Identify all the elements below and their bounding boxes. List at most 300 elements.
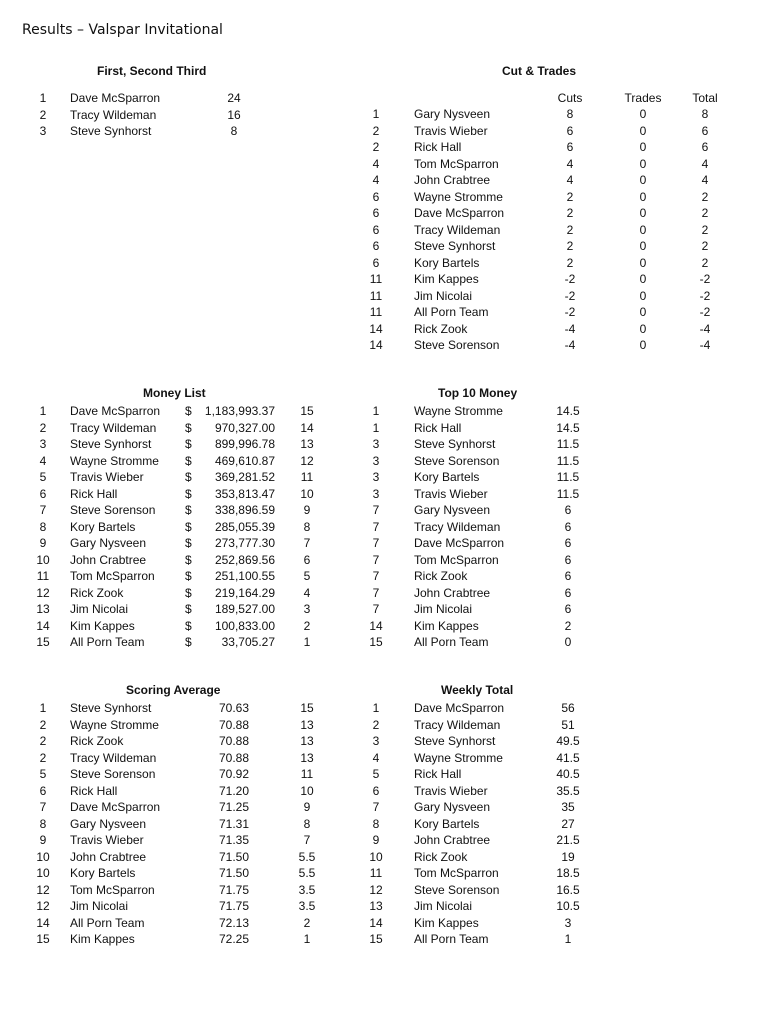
amount-cell: 353,813.47 [214,486,275,501]
rank-cell: 6 [372,189,380,204]
rank-cell: 3 [372,470,380,484]
points-cell: 14.5 [556,404,580,418]
player-name-cell: Rick Hall [70,486,118,501]
table-row [28,931,348,948]
player-name-cell: Jim Nicolai [414,602,473,616]
player-name-cell: Steve Synhorst [414,437,496,451]
total-cell: 10.5 [556,899,580,913]
section-title: Top 10 Money [438,386,518,400]
player-name-cell: Dave McSparron [70,91,161,105]
rank-cell: 13 [36,602,50,616]
rank-cell: 5 [372,767,380,781]
points-cell: 11.5 [556,470,580,484]
player-name-cell: Steve Sorenson [414,882,500,897]
points-cell: 6 [564,519,572,534]
cuts-cell: -4 [564,338,576,352]
amount-cell: 273,777.30 [214,536,275,550]
points-cell: 15 [300,701,314,715]
player-name-cell: Jim Nicolai [414,899,473,913]
rank-cell: 11 [369,866,383,880]
rank-cell: 4 [372,173,380,187]
player-name-cell: Gary Nysveen [414,107,491,121]
rank-cell: 12 [36,882,50,897]
table-row [360,189,740,206]
rank-cell: 7 [372,800,380,814]
rank-cell: 1 [39,91,47,105]
points-cell: 13 [300,717,314,732]
player-name-cell: Jim Nicolai [70,899,129,913]
player-name-cell: John Crabtree [414,173,491,187]
amount-cell: 369,281.52 [214,470,275,484]
total-cell: 51 [561,717,575,732]
table-row [28,799,348,816]
trades-cell: 0 [639,272,647,286]
player-name-cell: Tracy Wildeman [70,750,157,765]
total-cell: 2 [701,222,709,237]
rank-cell: 3 [372,486,380,501]
rank-cell: 6 [372,239,380,253]
table-row [28,403,348,420]
player-name-cell: Kory Bartels [414,255,480,270]
rank-cell: 3 [372,453,380,468]
rank-cell: 15 [369,635,383,649]
rank-cell: 7 [372,536,380,550]
rank-cell: 2 [39,734,47,748]
table-row [360,849,740,866]
rank-cell: 4 [372,750,380,765]
rank-cell: 14 [369,321,383,336]
average-cell: 71.31 [218,816,250,831]
trades-cell: 0 [639,107,647,121]
player-name-cell: All Porn Team [70,915,145,930]
table-row [28,700,348,717]
rank-cell: 6 [372,255,380,270]
amount-cell: 100,833.00 [214,618,275,633]
cuts-cell: 6 [566,123,574,138]
table-row [360,255,740,272]
table-row [28,915,348,932]
points-cell: 0 [564,635,572,649]
points-cell: 2 [303,915,311,930]
player-name-cell: Dave McSparron [70,404,161,418]
player-name-cell: Rick Zook [414,569,468,583]
points-cell: 13 [300,437,314,451]
column-header-trades: Trades [624,91,662,105]
average-cell: 70.88 [218,717,250,732]
total-cell: 21.5 [556,833,580,847]
table-row [360,832,740,849]
player-name-cell: Steve Sorenson [414,453,500,468]
table-row [28,552,348,569]
table-row [360,106,740,123]
points-cell: 10 [300,783,314,798]
rank-cell: 8 [372,816,380,831]
rank-cell: 13 [369,899,383,913]
player-name-cell: Steve Sorenson [70,767,156,781]
player-name-cell: All Porn Team [414,635,489,649]
money-list-section [28,386,348,656]
table-row [360,865,740,882]
player-name-cell: Tom McSparron [414,866,499,880]
table-row [360,123,740,140]
points-cell: 9 [303,503,311,517]
rank-cell: 1 [372,701,380,715]
rank-cell: 2 [372,123,380,138]
rank-cell: 6 [39,486,47,501]
total-cell: 1 [564,932,572,946]
points-cell: 5.5 [298,849,316,864]
average-cell: 71.35 [218,833,250,847]
rank-cell: 14 [369,338,383,352]
cut-trades-header [360,90,740,107]
table-row [360,238,740,255]
table-row [360,420,740,437]
amount-cell: 899,996.78 [214,437,275,451]
rank-cell: 9 [39,833,47,847]
currency-cell: $ [185,519,192,534]
rank-cell: 3 [372,437,380,451]
table-row [28,502,348,519]
player-name-cell: Rick Hall [70,783,118,798]
table-row [360,222,740,239]
rank-cell: 2 [39,750,47,765]
player-name-cell: Tracy Wildeman [414,717,501,732]
cuts-cell: 4 [566,173,574,187]
points-cell: 6 [564,552,572,567]
table-row [28,882,348,899]
total-cell: 2 [701,239,709,253]
average-cell: 70.92 [218,767,250,781]
table-row [360,205,740,222]
player-name-cell: Steve Sorenson [414,338,500,352]
total-cell: 27 [561,816,575,831]
table-row [28,568,348,585]
player-name-cell: Kim Kappes [414,618,479,633]
table-row [360,634,740,651]
points-cell: 11 [300,470,314,484]
table-row [28,634,348,651]
rank-cell: 9 [39,536,47,550]
total-cell: 35 [561,800,575,814]
player-name-cell: Kim Kappes [414,272,479,286]
points-cell: 6 [564,536,572,550]
points-cell: 2 [564,618,572,633]
player-name-cell: Rick Zook [70,734,124,748]
average-cell: 71.20 [218,783,250,798]
player-name-cell: Kory Bartels [70,866,136,880]
player-name-cell: Steve Synhorst [70,124,152,138]
currency-cell: $ [185,618,192,633]
total-cell: 4 [701,173,709,187]
average-cell: 72.25 [218,932,250,946]
currency-cell: $ [185,536,192,550]
table-row [360,486,740,503]
total-cell: 16.5 [556,882,580,897]
player-name-cell: Travis Wieber [70,470,144,484]
table-row [28,733,348,750]
total-cell: 6 [701,140,709,154]
cuts-cell: 2 [566,222,574,237]
cut-trades-section [360,64,740,364]
total-cell: 4 [701,156,709,171]
total-cell: 41.5 [556,750,580,765]
player-name-cell: Travis Wieber [70,833,144,847]
rank-cell: 8 [39,816,47,831]
trades-cell: 0 [639,222,647,237]
player-name-cell: Kory Bartels [414,816,480,831]
rank-cell: 3 [372,734,380,748]
currency-cell: $ [185,470,192,484]
table-row [360,288,740,305]
rank-cell: 4 [39,453,47,468]
cuts-cell: -4 [564,321,576,336]
total-cell: 56 [561,701,575,715]
points-cell: 4 [303,585,311,600]
player-name-cell: All Porn Team [414,305,489,319]
currency-cell: $ [185,404,192,418]
player-name-cell: Kim Kappes [70,618,135,633]
table-row [360,139,740,156]
rank-cell: 1 [372,404,380,418]
table-row [360,172,740,189]
points-cell: 5.5 [298,866,316,880]
points-cell: 12 [300,453,314,468]
currency-cell: $ [185,453,192,468]
points-cell: 3 [303,602,311,616]
table-row [360,898,740,915]
currency-cell: $ [185,420,192,435]
total-cell: 35.5 [556,783,580,798]
amount-cell: 338,896.59 [214,503,275,517]
rank-cell: 14 [369,915,383,930]
rank-cell: 2 [372,140,380,154]
points-cell: 13 [300,750,314,765]
player-name-cell: Gary Nysveen [70,536,147,550]
points-cell: 1 [303,635,311,649]
currency-cell: $ [185,552,192,567]
points-cell: 13 [300,734,314,748]
player-name-cell: Steve Synhorst [414,239,496,253]
section-title: Cut & Trades [502,64,577,78]
player-name-cell: John Crabtree [70,552,147,567]
rank-cell: 7 [372,602,380,616]
player-name-cell: Wayne Stromme [414,750,503,765]
document-title: Results – Valspar Invitational [22,22,223,38]
player-name-cell: Tracy Wildeman [414,222,501,237]
total-cell: 2 [701,206,709,220]
table-row [28,750,348,767]
rank-cell: 15 [36,635,50,649]
trades-cell: 0 [639,338,647,352]
total-cell: 19 [561,849,575,864]
rank-cell: 12 [36,585,50,600]
points-cell: 10 [300,486,314,501]
player-name-cell: Tom McSparron [414,552,499,567]
player-name-cell: Rick Zook [70,585,124,600]
rank-cell: 4 [372,156,380,171]
points-cell: 5 [303,569,311,583]
player-name-cell: Wayne Stromme [414,404,503,418]
rank-cell: 3 [39,124,47,138]
average-cell: 70.88 [218,750,250,765]
table-row [360,882,740,899]
points-cell: 3.5 [298,899,316,913]
table-row [28,486,348,503]
amount-cell: 33,705.27 [221,635,275,649]
rank-cell: 11 [369,305,383,319]
table-row [28,618,348,635]
points-cell: 7 [303,536,311,550]
rank-cell: 11 [369,272,383,286]
rank-cell: 7 [372,585,380,600]
trades-cell: 0 [639,206,647,220]
points-cell: 2 [303,618,311,633]
table-row [360,453,740,470]
player-name-cell: Tom McSparron [70,882,155,897]
currency-cell: $ [185,486,192,501]
average-cell: 71.50 [218,866,250,880]
scoring-average-section [28,683,348,953]
trades-cell: 0 [639,239,647,253]
total-cell: -2 [699,288,711,303]
table-row [28,90,328,107]
player-name-cell: Kim Kappes [70,932,135,946]
player-name-cell: Gary Nysveen [414,800,491,814]
table-row [28,535,348,552]
amount-cell: 189,527.00 [214,602,275,616]
points-cell: 6 [564,602,572,616]
average-cell: 72.13 [218,915,250,930]
amount-cell: 970,327.00 [214,420,275,435]
player-name-cell: Steve Sorenson [70,503,156,517]
trades-cell: 0 [639,156,647,171]
section-title: Weekly Total [441,683,514,697]
table-row [28,816,348,833]
table-row [360,519,740,536]
rank-cell: 6 [372,206,380,220]
currency-cell: $ [185,602,192,616]
cuts-cell: 4 [566,156,574,171]
total-cell: -4 [699,321,711,336]
player-name-cell: Travis Wieber [414,486,488,501]
points-cell: 6 [564,569,572,583]
player-name-cell: Tracy Wildeman [70,420,157,435]
average-cell: 70.63 [218,701,250,715]
cuts-cell: 8 [566,107,574,121]
points-cell: 9 [303,800,311,814]
rank-cell: 2 [39,420,47,435]
average-cell: 71.75 [218,882,250,897]
total-cell: 2 [701,189,709,204]
cuts-cell: 2 [566,189,574,204]
total-cell: 49.5 [556,734,580,748]
currency-cell: $ [185,569,192,583]
cuts-cell: 2 [566,206,574,220]
table-row [360,601,740,618]
total-cell: 40.5 [556,767,580,781]
player-name-cell: Jim Nicolai [70,602,129,616]
table-row [28,585,348,602]
rank-cell: 14 [369,618,383,633]
total-cell: 3 [564,915,572,930]
player-name-cell: Gary Nysveen [70,816,147,831]
cuts-cell: 2 [566,255,574,270]
column-header-cuts: Cuts [557,91,583,105]
trades-cell: 0 [639,255,647,270]
table-row [28,898,348,915]
trades-cell: 0 [639,123,647,138]
player-name-cell: Travis Wieber [414,783,488,798]
rank-cell: 10 [36,866,50,880]
rank-cell: 7 [372,569,380,583]
points-cell: 1 [303,932,311,946]
points-cell: 11.5 [556,453,580,468]
table-row [360,931,740,948]
table-row [360,502,740,519]
rank-cell: 7 [372,552,380,567]
player-name-cell: Tracy Wildeman [70,107,157,122]
cuts-cell: 6 [566,140,574,154]
player-name-cell: Rick Zook [414,849,468,864]
section-title: Money List [143,386,206,400]
total-cell: 8 [701,107,709,121]
rank-cell: 10 [36,849,50,864]
top10-money-list [360,403,740,651]
rank-cell: 10 [369,849,383,864]
total-cell: -4 [699,338,711,352]
rank-cell: 11 [36,569,50,583]
cuts-cell: -2 [564,272,576,286]
table-row [28,766,348,783]
average-cell: 71.75 [218,899,250,913]
points-cell: 11 [300,767,314,781]
average-cell: 70.88 [218,734,250,748]
total-cell: -2 [699,272,711,286]
player-name-cell: Steve Synhorst [70,437,152,451]
table-row [28,783,348,800]
money-list [28,403,348,651]
table-row [28,717,348,734]
weekly-total-section [360,683,740,953]
rank-cell: 5 [39,767,47,781]
player-name-cell: Wayne Stromme [70,717,159,732]
total-cell: 6 [701,123,709,138]
rank-cell: 7 [372,503,380,517]
points-cell: 6 [564,503,572,517]
table-row [360,915,740,932]
cuts-cell: -2 [564,288,576,303]
table-row [360,271,740,288]
player-name-cell: Kory Bartels [70,519,136,534]
table-row [360,403,740,420]
player-name-cell: John Crabtree [70,849,147,864]
player-name-cell: Jim Nicolai [414,288,473,303]
rank-cell: 14 [36,915,50,930]
points-cell: 24 [227,91,241,105]
amount-cell: 252,869.56 [214,552,275,567]
table-row [28,123,328,140]
rank-cell: 3 [39,437,47,451]
table-row [28,436,348,453]
player-name-cell: Dave McSparron [70,800,161,814]
points-cell: 16 [227,107,241,122]
total-cell: 18.5 [556,866,580,880]
player-name-cell: Travis Wieber [414,123,488,138]
rank-cell: 15 [369,932,383,946]
cuts-cell: 2 [566,239,574,253]
player-name-cell: Dave McSparron [414,206,505,220]
points-cell: 8 [230,124,238,138]
